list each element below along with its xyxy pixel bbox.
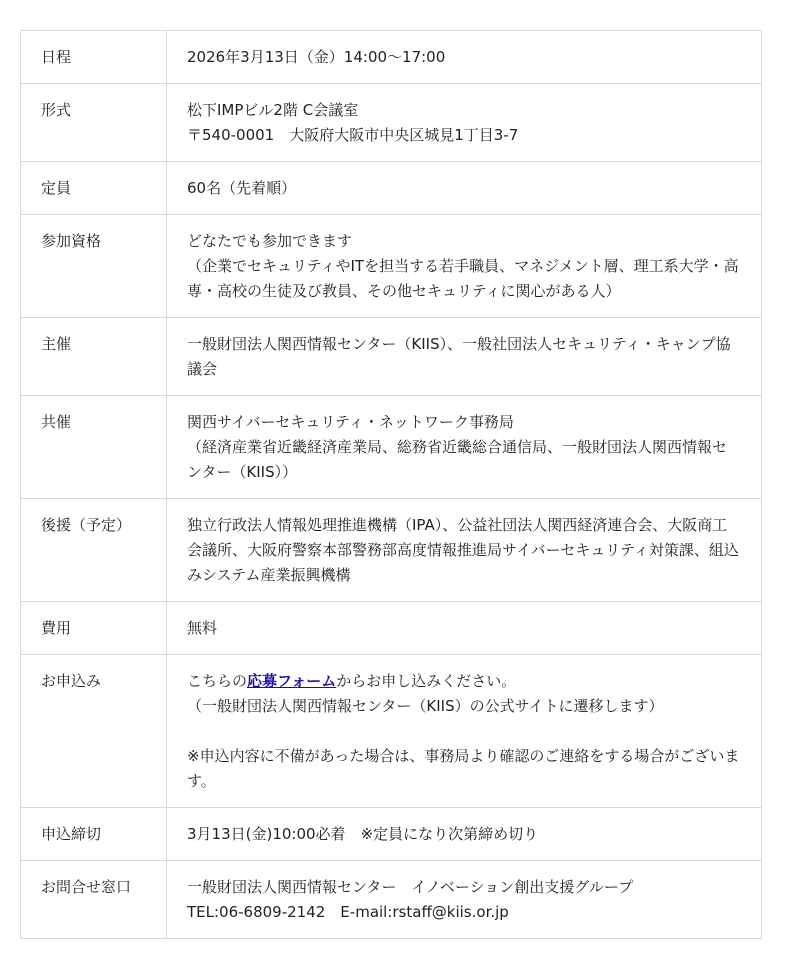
eligibility-text: どなたでも参加できます: [187, 232, 353, 250]
application-form-link[interactable]: 応募フォーム: [247, 672, 337, 690]
application-text-before: こちらの: [187, 672, 248, 690]
row-label: 主催: [21, 318, 167, 396]
row-value: [167, 396, 762, 499]
row-label: 参加資格: [21, 215, 167, 318]
sponsors-text: 独立行政法人情報処理推進機構（IPA）、公益社団法人関西経済連合会、大阪商工会議所、大阪府警察本部警務部高度情報推進局サイバーセキュリティ対策課、組込みシステム産業振興機構: [187, 516, 739, 584]
row-value: [167, 808, 762, 861]
row-application: [21, 655, 762, 808]
row-fee: [21, 602, 762, 655]
row-value: [167, 84, 762, 162]
organizer-text: 一般財団法人関西情報センター（KIIS）、一般社団法人セキュリティ・キャンプ協議会: [187, 335, 731, 378]
row-co-organizer: [21, 396, 762, 499]
fee-text: 無料: [187, 619, 218, 637]
venue-name: 松下IMPビル2階 C会議室: [187, 101, 359, 119]
schedule-text: 2026年3月13日（金）14:00〜17:00: [187, 48, 446, 66]
deadline-text: 3月13日(金)10:00必着 ※定員になり次第締め切り: [187, 825, 539, 843]
row-label: 定員: [21, 162, 167, 215]
row-label: 共催: [21, 396, 167, 499]
row-label: 費用: [21, 602, 167, 655]
row-label: お申込み: [21, 655, 167, 808]
row-label: 形式: [21, 84, 167, 162]
row-capacity: [21, 162, 762, 215]
row-organizer: [21, 318, 762, 396]
row-label: 日程: [21, 31, 167, 84]
row-value: [167, 215, 762, 318]
contact-organization: 一般財団法人関西情報センター イノベーション創出支援グループ: [187, 878, 634, 896]
row-label: 申込締切: [21, 808, 167, 861]
row-value: [167, 162, 762, 215]
row-format: [21, 84, 762, 162]
application-instruction: [187, 669, 741, 694]
row-contact: [21, 861, 762, 939]
co-organizer-text: 関西サイバーセキュリティ・ネットワーク事務局: [187, 413, 514, 431]
row-value: [167, 602, 762, 655]
row-value: [167, 318, 762, 396]
eligibility-detail: （企業でセキュリティやITを担当する若手職員、マネジメント層、理工系大学・高専・高校の生徒及び教員、その他セキュリティに関心がある人）: [187, 257, 739, 300]
event-info-table: [20, 30, 762, 939]
row-value: [167, 861, 762, 939]
row-eligibility: [21, 215, 762, 318]
row-value: [167, 655, 762, 808]
row-value: [167, 499, 762, 602]
row-deadline: [21, 808, 762, 861]
row-schedule: [21, 31, 762, 84]
application-redirect-note: （一般財団法人関西情報センター（KIIS）の公式サイトに遷移します）: [187, 697, 664, 715]
venue-address: 〒540-0001 大阪府大阪市中央区城見1丁目3-7: [187, 126, 519, 144]
spacer: [187, 719, 741, 744]
application-text-after: からお申し込みください。: [336, 672, 517, 690]
application-caution-note: ※申込内容に不備があった場合は、事務局より確認のご連絡をする場合がございます。: [187, 747, 740, 790]
contact-details: TEL:06-6809-2142 E-mail:rstaff@kiis.or.jp: [187, 903, 509, 921]
capacity-text: 60名（先着順）: [187, 179, 297, 197]
event-info-container: [20, 30, 762, 939]
row-label: お問合せ窓口: [21, 861, 167, 939]
row-sponsors: [21, 499, 762, 602]
row-value: [167, 31, 762, 84]
row-label: 後援（予定）: [21, 499, 167, 602]
co-organizer-detail: （経済産業省近畿経済産業局、総務省近畿総合通信局、一般財団法人関西情報センター（KIIS））: [187, 438, 728, 481]
